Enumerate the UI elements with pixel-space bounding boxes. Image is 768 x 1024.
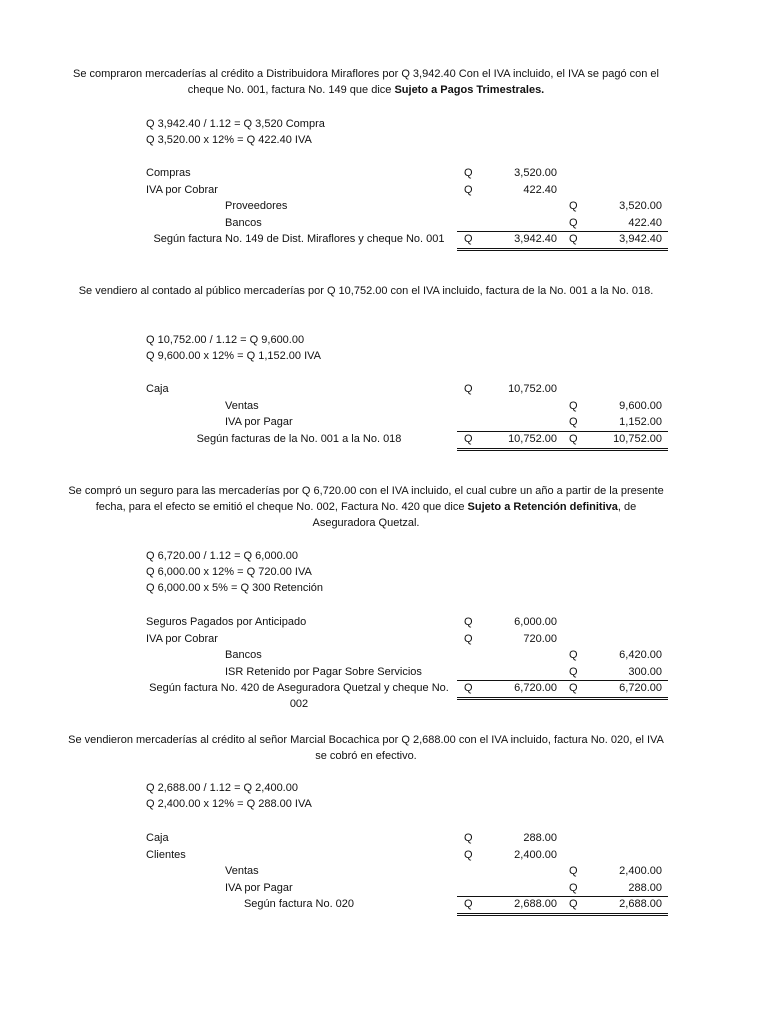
debit-currency: Q [464,383,473,395]
total-double-rule-lower [457,915,668,916]
credit-amount: 300.00 [628,665,662,678]
total-top-rule [457,231,668,232]
journal-row [0,631,768,648]
total-credit-amount: 10,752.00 [613,432,662,445]
total-credit-currency: Q [569,432,578,445]
description-text: Se compraron mercaderías al crédito a Distribuidora Miraflores por Q 3,942.40 Con el IVA incluido, el IVA se pagó con el cheque No. 001, factura No. 149 que dice [73,68,659,96]
calculation-line: Q 6,000.00 x 5% = Q 300 Retención [146,582,324,594]
entry-memo: Según factura No. 420 de Aseguradora Quetzal y cheque No. 002 [149,682,449,710]
description-emphasis: Sujeto a Retención definitiva [467,501,618,513]
credit-amount: 1,152.00 [619,416,662,428]
credit-amount: 3,520.00 [619,200,662,212]
journal-row [0,863,768,880]
total-top-rule [457,896,668,897]
journal-row [0,165,768,182]
total-debit-currency: Q [464,233,473,245]
total-debit-amount: 6,720.00 [514,682,557,694]
total-double-rule-upper [457,448,668,449]
calculation-block [146,780,312,812]
credit-account: Bancos [225,216,262,229]
total-debit-currency: Q [464,898,473,910]
description-emphasis: Sujeto a Pagos Trimestrales. [394,84,545,96]
journal-entry-table [0,830,768,916]
credit-account: Ventas [225,865,259,877]
debit-account: IVA por Cobrar [146,632,218,645]
credit-amount: 288.00 [628,881,662,894]
calculation-line: Q 9,600.00 x 12% = Q 1,152.00 IVA [146,350,321,362]
total-debit-amount: 2,688.00 [514,898,557,910]
calculation-block [146,332,321,364]
journal-row [0,398,768,415]
calculation-line: Q 2,400.00 x 12% = Q 288.00 IVA [146,798,312,810]
credit-currency: Q [569,416,578,428]
journal-row [0,182,768,199]
entry-description [66,66,666,98]
credit-amount: 9,600.00 [619,399,662,412]
debit-account: IVA por Cobrar [146,183,218,196]
journal-total-row [0,680,768,713]
calculation-line: Q 3,520.00 x 12% = Q 422.40 IVA [146,134,312,146]
credit-currency: Q [569,865,578,877]
entry-memo: Según factura No. 149 de Dist. Miraflores y cheque No. 001 [153,233,445,245]
total-credit-currency: Q [569,682,578,694]
credit-currency: Q [569,881,578,894]
credit-currency: Q [569,200,578,212]
debit-currency: Q [464,632,473,645]
debit-currency: Q [464,183,473,196]
total-top-rule [457,680,668,681]
calculation-line: Q 10,752.00 / 1.12 = Q 9,600.00 [146,334,305,346]
debit-account: Caja [146,832,169,844]
debit-currency: Q [464,167,473,179]
journal-entry-table [0,165,768,264]
total-credit-amount: 6,720.00 [619,682,662,694]
debit-amount: 10,752.00 [508,383,557,395]
total-double-rule-upper [457,697,668,698]
journal-row [0,414,768,431]
total-credit-amount: 3,942.40 [619,233,662,245]
entry-description [66,283,666,299]
description-text: Se vendiero al contado al público mercaderías por Q 10,752.00 con el IVA incluido, factura de la No. 001 a la No. 018. [78,285,654,297]
total-double-rule-lower [457,450,668,451]
credit-account: ISR Retenido por Pagar Sobre Servicios [225,665,422,678]
total-debit-currency: Q [464,432,473,445]
credit-amount: 2,400.00 [619,865,662,877]
debit-currency: Q [464,848,473,861]
debit-amount: 422.40 [523,183,557,196]
entry-memo: Según facturas de la No. 001 a la No. 018 [196,432,402,445]
total-double-rule-lower [457,699,668,700]
credit-currency: Q [569,216,578,229]
journal-row [0,614,768,631]
journal-row [0,664,768,681]
debit-amount: 6,000.00 [514,616,557,628]
calculation-line: Q 6,720.00 / 1.12 = Q 6,000.00 [146,550,298,562]
total-double-rule-upper [457,913,668,914]
credit-currency: Q [569,399,578,412]
credit-account: IVA por Pagar [225,881,293,894]
journal-total-row [0,431,768,451]
credit-account: Proveedores [225,200,288,212]
entry-description [66,732,666,764]
total-credit-currency: Q [569,233,578,245]
journal-row [0,215,768,232]
total-credit-currency: Q [569,898,578,910]
credit-account: Ventas [225,399,259,412]
calculation-line: Q 2,688.00 / 1.12 = Q 2,400.00 [146,782,298,794]
journal-total-row [0,896,768,916]
debit-amount: 720.00 [523,632,557,645]
credit-account: Bancos [225,649,262,661]
total-credit-amount: 2,688.00 [619,898,662,910]
debit-account: Clientes [146,848,186,861]
total-debit-amount: 3,942.40 [514,233,557,245]
journal-row [0,847,768,864]
total-double-rule-lower [457,250,668,251]
debit-account: Caja [146,383,169,395]
journal-row [0,830,768,847]
total-debit-currency: Q [464,682,473,694]
description-text: Se compró un seguro para las mercaderías por Q 6,720.00 con el IVA incluido, el cual cubre un año a partir de la presente fecha, para el efecto se emitió el cheque No. 002, Factura No. 420 que dice [68,485,664,513]
total-top-rule [457,431,668,432]
debit-amount: 288.00 [523,832,557,844]
calculation-line: Q 3,942.40 / 1.12 = Q 3,520 Compra [146,118,325,130]
total-double-rule-upper [457,248,668,249]
journal-row [0,647,768,664]
description-text-end: , de Aseguradora Quetzal. [312,501,637,529]
journal-entry-table [0,381,768,451]
entry-description [66,483,666,531]
journal-total-row [0,231,768,264]
total-debit-amount: 10,752.00 [508,432,557,445]
calculation-block [146,548,323,596]
debit-account: Compras [146,167,191,179]
entry-memo: Según factura No. 020 [243,898,355,910]
calculation-line: Q 6,000.00 x 12% = Q 720.00 IVA [146,566,312,578]
credit-account: IVA por Pagar [225,416,293,428]
debit-account: Seguros Pagados por Anticipado [146,616,307,628]
calculation-block [146,116,325,148]
debit-currency: Q [464,832,473,844]
credit-amount: 6,420.00 [619,649,662,661]
debit-currency: Q [464,616,473,628]
journal-row [0,381,768,398]
journal-row [0,198,768,215]
debit-amount: 2,400.00 [514,848,557,861]
debit-amount: 3,520.00 [514,167,557,179]
credit-amount: 422.40 [628,216,662,229]
credit-currency: Q [569,649,578,661]
journal-row [0,880,768,897]
credit-currency: Q [569,665,578,678]
journal-entry-table [0,614,768,713]
description-text: Se vendieron mercaderías al crédito al señor Marcial Bocachica por Q 2,688.00 con el IVA incluido, factura No. 020, el IVA se cobró en efectivo. [68,734,664,762]
